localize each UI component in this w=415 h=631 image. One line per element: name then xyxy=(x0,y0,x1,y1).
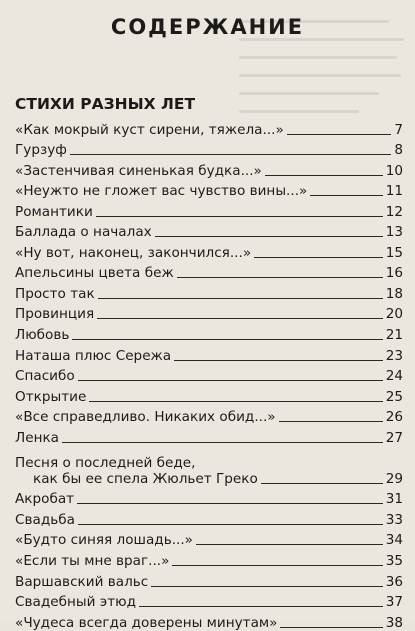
toc-entry[interactable] xyxy=(15,548,403,569)
toc-entry[interactable] xyxy=(15,364,403,385)
toc-entry[interactable] xyxy=(15,590,403,611)
dot-leader xyxy=(151,586,382,587)
entry-title: Провинция xyxy=(15,306,95,323)
toc-entry[interactable] xyxy=(15,302,403,323)
entry-title: Открытие xyxy=(15,388,87,405)
entry-page-number: 18 xyxy=(385,285,403,302)
toc-entry[interactable] xyxy=(15,220,403,241)
dot-leader xyxy=(310,195,382,196)
entry-page-number: 26 xyxy=(385,409,403,426)
toc-entry[interactable] xyxy=(15,425,403,446)
dot-leader xyxy=(261,483,383,484)
entry-page-number: 35 xyxy=(385,553,403,570)
entry-title: «Если ты мне враг...» xyxy=(15,553,170,570)
entry-title: Ленка xyxy=(15,429,60,446)
entry-title: Романтики xyxy=(15,203,93,220)
dot-leader xyxy=(97,318,383,319)
entry-title: Спасибо xyxy=(15,368,75,385)
dot-leader xyxy=(89,401,382,402)
dot-leader xyxy=(254,257,383,258)
toc-entry[interactable] xyxy=(15,487,403,508)
entry-page-number: 12 xyxy=(385,203,403,220)
section-title: СТИХИ РАЗНЫХ ЛЕТ xyxy=(15,95,196,113)
entry-title: «Неужто не гложет вас чувство вины...» xyxy=(15,183,308,200)
entry-title: «Ну вот, наконец, закончился...» xyxy=(15,244,252,261)
toc-entry[interactable] xyxy=(15,343,403,364)
dot-leader xyxy=(70,154,391,155)
entry-page-number: 8 xyxy=(394,142,403,159)
dot-leader xyxy=(196,544,383,545)
dot-leader xyxy=(96,216,383,217)
dot-leader xyxy=(174,360,383,361)
entry-page-number: 11 xyxy=(385,183,403,200)
entry-title: Свадебный этюд xyxy=(15,594,136,611)
toc-entry[interactable] xyxy=(15,138,403,159)
entry-page-number: 29 xyxy=(385,470,403,487)
entry-title-continuation xyxy=(15,471,403,487)
entry-page-number: 24 xyxy=(385,368,403,385)
dot-leader xyxy=(72,339,382,340)
entry-title-line2: как бы ее спела Жюльет Греко xyxy=(33,470,258,487)
entry-title: «Все справедливо. Никаких обид...» xyxy=(15,409,276,426)
entry-page-number: 21 xyxy=(385,327,403,344)
toc-entry[interactable] xyxy=(15,179,403,200)
entry-title: Апельсины цвета беж xyxy=(15,265,174,282)
entry-title: Наташа плюс Сережа xyxy=(15,347,172,364)
entry-page-number: 34 xyxy=(385,532,403,549)
entry-page-number: 31 xyxy=(385,491,403,508)
toc-heading: СОДЕРЖАНИЕ xyxy=(110,15,305,39)
toc-entry[interactable] xyxy=(15,261,403,282)
dot-leader xyxy=(62,442,383,443)
dot-leader xyxy=(177,277,383,278)
dot-leader xyxy=(280,627,382,628)
toc-entry-list xyxy=(15,117,403,631)
entry-page-number: 23 xyxy=(385,347,403,364)
toc-entry[interactable] xyxy=(15,569,403,590)
entry-title: «Чудеса всегда доверены минутам» xyxy=(15,614,278,631)
dot-leader xyxy=(77,503,383,504)
toc-entry[interactable] xyxy=(15,322,403,343)
dot-leader xyxy=(287,134,392,135)
entry-title: Свадьба xyxy=(15,511,75,528)
toc-entry[interactable] xyxy=(15,384,403,405)
entry-page-number: 10 xyxy=(385,162,403,179)
entry-title: Варшавский вальс xyxy=(15,573,149,590)
entry-title: «Как мокрый куст сирени, тяжела...» xyxy=(15,121,284,138)
dot-leader xyxy=(265,175,383,176)
dot-leader xyxy=(279,421,383,422)
entry-page-number: 36 xyxy=(385,573,403,590)
entry-page-number: 20 xyxy=(385,306,403,323)
toc-entry[interactable] xyxy=(15,528,403,549)
entry-page-number: 16 xyxy=(385,265,403,282)
toc-entry[interactable] xyxy=(15,446,403,487)
dot-leader xyxy=(172,565,382,566)
entry-title: Песня о последней беде, xyxy=(15,454,196,471)
entry-title: Баллада о началах xyxy=(15,224,152,241)
toc-entry[interactable] xyxy=(15,405,403,426)
entry-title: Любовь xyxy=(15,327,70,344)
entry-title: Акробат xyxy=(15,491,75,508)
entry-page-number: 27 xyxy=(385,429,403,446)
toc-entry[interactable] xyxy=(15,117,403,138)
entry-page-number: 25 xyxy=(385,388,403,405)
toc-entry[interactable] xyxy=(15,507,403,528)
toc-entry[interactable] xyxy=(15,240,403,261)
entry-page-number: 38 xyxy=(385,614,403,631)
entry-title: Гурзуф xyxy=(15,142,67,159)
entry-page-number: 33 xyxy=(385,511,403,528)
dot-leader xyxy=(98,298,383,299)
toc-entry[interactable] xyxy=(15,610,403,631)
dot-leader xyxy=(78,524,383,525)
entry-page-number: 13 xyxy=(385,224,403,241)
entry-title: Просто так xyxy=(15,285,95,302)
entry-page-number: 15 xyxy=(385,244,403,261)
toc-entry[interactable] xyxy=(15,158,403,179)
toc-entry[interactable] xyxy=(15,199,403,220)
dot-leader xyxy=(139,606,383,607)
entry-title: «Застенчивая синенькая будка...» xyxy=(15,162,262,179)
dot-leader xyxy=(155,236,383,237)
toc-entry[interactable] xyxy=(15,281,403,302)
entry-title: «Будто синяя лошадь...» xyxy=(15,532,193,549)
entry-page-number: 7 xyxy=(394,121,403,138)
dot-leader xyxy=(78,380,383,381)
entry-page-number: 37 xyxy=(385,594,403,611)
